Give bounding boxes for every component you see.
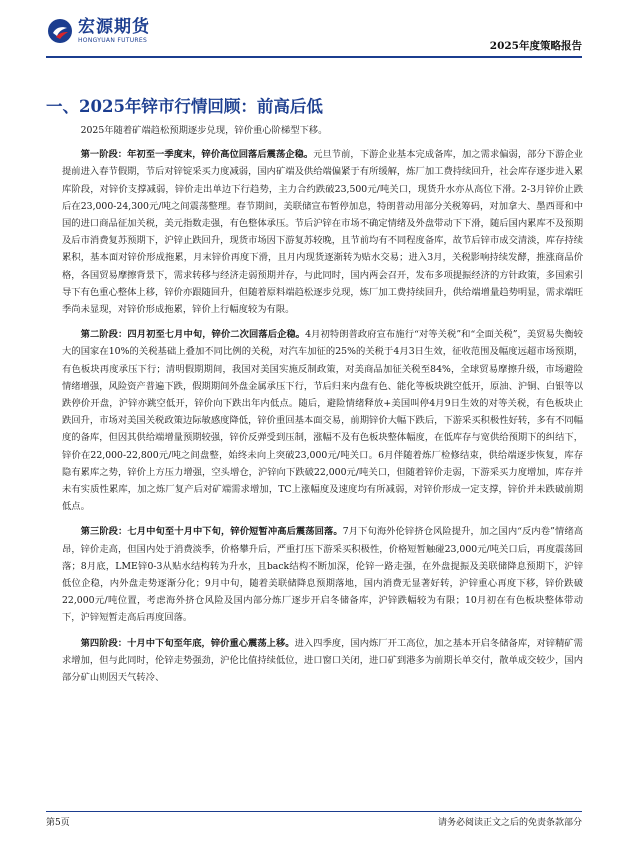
logo-english-name: HONGYUAN FUTURES	[78, 37, 148, 44]
page-header	[0, 0, 628, 62]
stage-2-label: 第二阶段：四月初至七月中旬，锌价二次回落后企稳。	[80, 329, 306, 341]
section-title: 一、2025年锌市行情回顾：前高后低	[46, 97, 323, 116]
stage-1-body: 元旦节前，下游企业基本完成备库，加之需求偏弱，部分下游企业提前进入春节假期，节后对锌锭采买力度减弱，国内矿端及供给端偏紧于有所缓解，炼厂加工费持续回升，社会库存逐步进入累库阶段，对锌价支撑减弱，锌价走出单边下行趋势，主力合约跌破23,500元/吨关口，现货升水亦从高位下滑。2-3月锌价止跌后在23,000-24,300元/吨之间震荡整理。春节期间，美联储宣布暂停加息，特朗普动用部分关税筹码，对加拿大、墨西哥和中国的进口商品征加关税，美元指数走强，有色整体承压。节后沪锌在市场不确定情绪及外盘带动下下滑，随后国内累库不及预期及后市消费复苏预期下，沪锌止跌回升，现货市场因下游复苏较晚，且节前均有不同程度备库，故节后锌市成交清淡，库存持续累积，基本面对锌价形成拖累，月末锌价再度下滑，且月内现货逐渐转为贴水交易；进入3月，关税影响持续发酵，推涨商品价格，各国贸易摩擦背景下，需求转移与经济走弱预期并存，与此同时，国内两会召开，发布多项提振经济的方针政策，多国索引导下有色重心整体上移，锌价亦跟随回升，但随着原料端趋松逐步兑现，炼厂加工费持续回升，供给端增量趋势明显，需求端旺季尚未显现，对锌价形成拖累，锌价上行幅度较为有限。	[62, 149, 583, 316]
stage-2-body: 4月初特朗普政府宣布施行“对等关税”和“全面关税”，美贸易失衡较大的国家在10%的关税基础上叠加不同比例的关税，对汽车加征的25%的关税于4月3日生效，征收范围及幅度远超市场预期，有色板块再度承压下行；清明假期期间，我国对美国实施反制政策，对美商品加征关税至84%，全球贸易摩擦升级，市场避险情绪增强，风险资产普遍下跌，假期期间外盘金属承压下行，节后归来内盘有色、能化等板块跳空低开，原油、沪铜、白银等以跌停价开盘，沪锌亦跳空低开，锌价向下跌出年内低点。随后，避险情绪释放+美国叫停4月9日生效的对等关税，有色板块止跌回升，市场对美国关税政策边际敏感度降低，锌价重回基本面交易，前期锌价大幅下跌后，下游采买积极性好转，多有不同幅度的备库，但因其供给端增量预期较强，锌价反弹受到压制，涨幅不及有色板块整体幅度，在低库存与宽供给预期下的纠结下，锌价在22,000-22,800元/吨之间盘整，始终未向上突破23,000元/吨关口。6月伴随着炼厂检修结束，供给端逐步恢复，库存隐有累库之势，锌价上方压力增强，空头增仓，沪锌向下跌破22,000元/吨关口，但随着锌价走弱，下游采买力度增加，库存并未有实质性累库，加之炼厂复产后对矿端需求增加，TC上涨幅度及速度均有所减弱，对锌价形成一定支撑，锌价并未跌破前期低点。	[62, 329, 583, 513]
stage-4-label: 第四阶段：十月中下旬至年底，锌价重心震荡上移。	[80, 637, 295, 649]
header-divider	[46, 56, 582, 58]
footer-divider	[46, 811, 582, 812]
hongyuan-logo-icon	[47, 18, 73, 44]
stage-4-paragraph	[62, 635, 583, 687]
stage-1-label: 第一阶段：年初至一季度末，锌价高位回落后震荡企稳。	[80, 149, 314, 161]
disclaimer-note: 请务必阅读正文之后的免责条款部分	[437, 818, 582, 828]
report-body	[62, 122, 583, 694]
stage-3-body: 7月下旬海外伦锌挤仓风险提升，加之国内“反内卷”情绪高昂，锌价走高，但国内处于消费淡季，价格攀升后，严重打压下游采买积极性，价格短暂触碰23,000元/吨关口后，再度震荡回落；8月底，LME锌0-3从贴水结构转为升水，且back结构不断加深，伦锌一路走强，在外盘提振及美联储降息预期下，沪锌低位企稳，内外盘走势逐渐分化；9月中旬，随着美联储降息预期落地，国内消费无显著好转，沪锌重心再度下移，锌价跌破22,000元/吨位置，考虑海外挤仓风险及国内部分炼厂逐步开启冬储备库，沪锌跌幅较为有限；10月初在有色板块整体带动下，沪锌短暂走高后再度回落。	[62, 526, 583, 624]
company-logo	[47, 18, 150, 44]
stage-1-paragraph	[62, 146, 583, 318]
stage-2-paragraph	[62, 326, 583, 515]
report-title: 2025年度策略报告	[489, 40, 582, 52]
stage-4-body: 进入四季度，国内炼厂开工高位，加之基本开启冬储备库，对锌精矿需求增加，但与此同时，伦锌走势强劲，沪伦比值持续低位，进口窗口关闭，进口矿到港多为前期长单交付，散单成交较少，国内部分矿山则因天气转冷、	[62, 637, 583, 684]
stage-3-label: 第三阶段：七月中旬至十月中下旬，锌价短暂冲高后震荡回落。	[80, 526, 343, 538]
intro-paragraph: 2025年随着矿端趋松预期逐步兑现，锌价重心阶梯型下移。	[80, 125, 328, 136]
stage-3-paragraph	[62, 523, 583, 626]
logo-chinese-name: 宏源期货	[78, 17, 150, 37]
page-number: 第5页	[46, 818, 70, 828]
